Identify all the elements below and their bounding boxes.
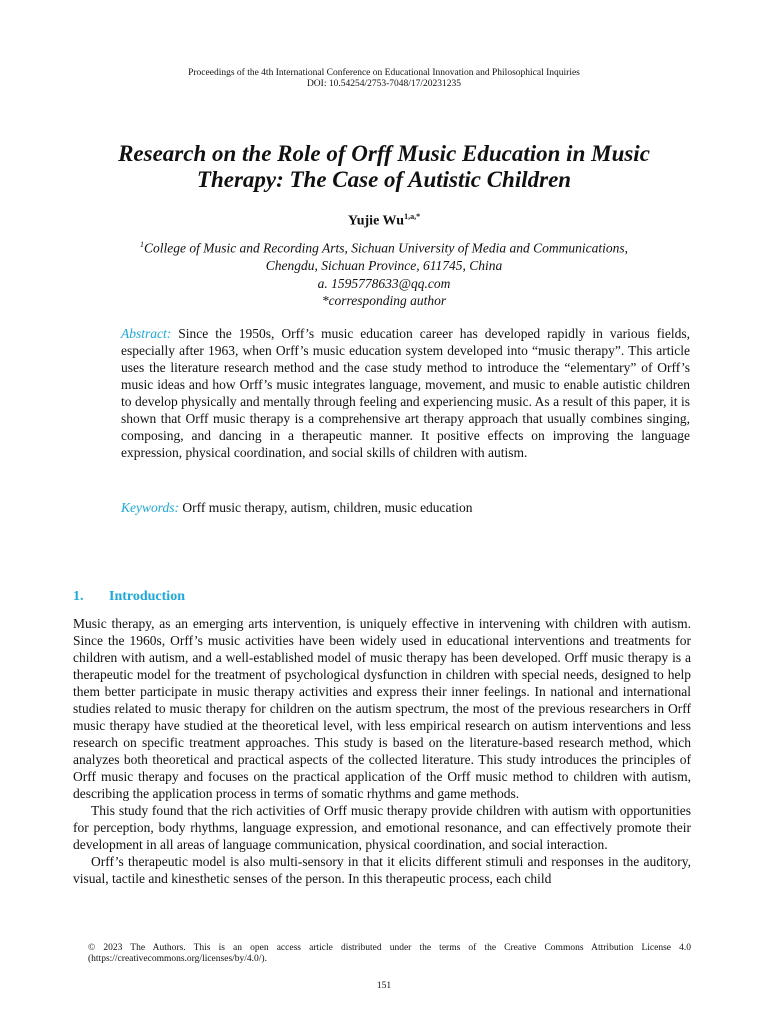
corresponding-note: *corresponding author: [321, 293, 447, 308]
paper-title: [60, 141, 708, 193]
running-header: [0, 68, 768, 90]
section-title: Introduction: [109, 589, 185, 604]
affiliation-line-1: $^1$College of Music and Recording Arts, Sichuan University of Media and Communications,: [139, 240, 629, 256]
keywords: [121, 500, 690, 516]
author-email: a. 1595778633@qq.com: [317, 275, 451, 291]
body-text: [73, 615, 691, 887]
paragraph: This study found that the rich activities of Orff music therapy provide children with autism with opportunities for perception, body rhythms, language expression, and emotional resonance, and can effectively promote their development in all areas of language communication, physical coordination, and social interaction.: [73, 803, 691, 852]
doi: DOI: 10.54254/2753-7048/17/20231235: [306, 79, 462, 89]
section-number: 1.: [73, 589, 84, 604]
author: [0, 212, 768, 230]
keywords-label: Keywords:: [121, 500, 179, 515]
abstract: [121, 325, 690, 461]
keywords-text: Orff music therapy, autism, children, music education: [182, 500, 473, 515]
abstract-label: Abstract:: [121, 326, 172, 341]
title-line-2: Therapy: The Case of Autistic Children: [196, 167, 572, 192]
title-line-1: Research on the Role of Orff Music Education in Music: [118, 141, 650, 166]
paragraph: Music therapy, as an emerging arts intervention, is uniquely effective in intervening with children with autism. Since the 1960s, Orff’s music activities have been widely used in educational interventions and treatments for children with autism, and a well-established model of music therapy has been developed. Orff music therapy is a therapeutic model for the treatment of psychological dysfunction in children with special needs, designed to help them better participate in music therapy activities and express their inner feelings. In national and international studies related to music therapy for children on the autism spectrum, the most of the previous researchers in Orff music therapy have studied at the theoretical level, with less empirical research on autism interventions and less research on specific treatment approaches. This study is based on the literature-based research method, which analyzes both theoretical and practical aspects of the collected literature. This study introduces the principles of Orff music therapy and focuses on the practical application of the Orff music method to children with autism, describing the application process in terms of somatic rhythms and game methods.: [73, 616, 691, 801]
abstract-text: Since the 1950s, Orff’s music education career has developed rapidly in various fields, especially after 1963, when Orff’s music education system developed into “music therapy”. This article uses the literature research method and the case study method to introduce the “elementary” of Orff’s music ideas and how Orff’s music integrates language, movement, and music to enable autistic children to develop physically and mentally through feeling and experiencing music. As a result of this paper, it is shown that Orff music therapy is a comprehensive art therapy approach that usually combines singing, composing, and dancing in a therapeutic manner. It positive effects on improving the language expression, physical coordination, and social skills of children with autism.: [121, 326, 690, 460]
affiliation-superscript: 1: [139, 240, 144, 249]
author-superscript: 1,a,*: [404, 212, 421, 221]
conference-name: Proceedings of the 4th International Conference on Educational Innovation and Philosophical Inquiries: [188, 68, 580, 78]
author-name: Yujie Wu: [347, 213, 405, 229]
section-heading: [73, 589, 185, 605]
page-number: 151: [376, 981, 392, 991]
affiliation-line-2: Chengdu, Sichuan Province, 611745, China: [265, 258, 503, 273]
paragraph: Orff’s therapeutic model is also multi-sensory in that it elicits different stimuli and responses in the auditory, visual, tactile and kinesthetic senses of the person. In this therapeutic process, each child: [73, 854, 691, 886]
license-footnote: © 2023 The Authors. This is an open access article distributed under the terms of the Creative Commons Attribution License 4.0 (https://creativecommons.org/licenses/by/4.0/).: [88, 943, 691, 964]
affiliation: [60, 236, 708, 310]
